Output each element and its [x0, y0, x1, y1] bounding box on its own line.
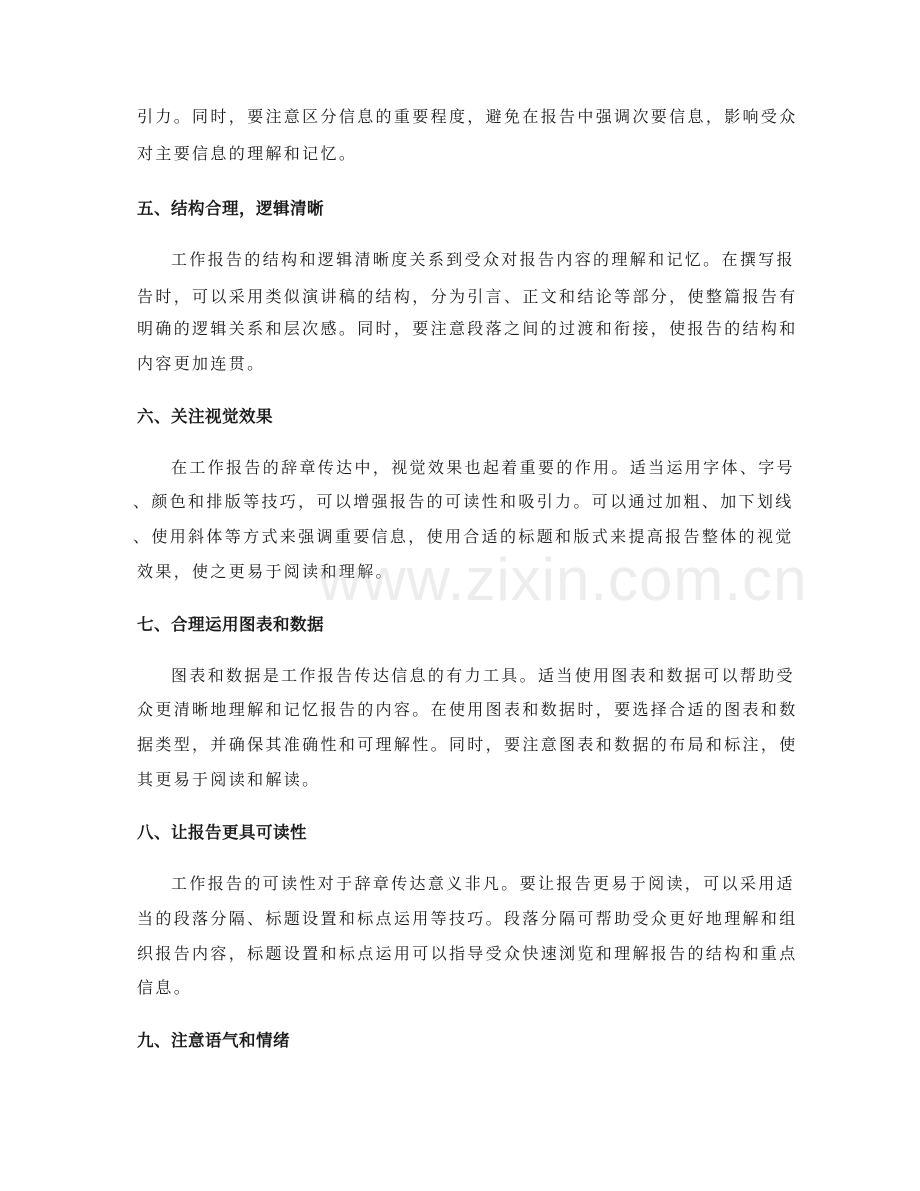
- paragraph-line: 告时，可以采用类似演讲稿的结构，分为引言、正文和结论等部分，使整篇报告有: [137, 287, 798, 306]
- paragraph-line: 效果，使之更易于阅读和理解。: [137, 562, 394, 581]
- watermark: www.zixin.com.cn: [318, 546, 808, 613]
- paragraph-line: 其更易于阅读和解读。: [137, 770, 321, 789]
- paragraph-line: 工作报告的可读性对于辞章传达意义非凡。要让报告更易于阅读，可以采用适: [171, 874, 795, 893]
- paragraph-line: 图表和数据是工作报告传达信息的有力工具。适当使用图表和数据可以帮助受: [171, 666, 795, 685]
- paragraph-line: 众更清晰地理解和记忆报告的内容。在使用图表和数据时，要选择合适的图表和数: [137, 700, 798, 719]
- paragraph-line: 内容更加连贯。: [137, 354, 266, 373]
- paragraph-line: 当的段落分隔、标题设置和标点运用等技巧。段落分隔可帮助受众更好地理解和组: [137, 909, 798, 928]
- paragraph-line: 织报告内容，标题设置和标点运用可以指导受众快速浏览和理解报告的结构和重点: [137, 944, 798, 963]
- section-heading-8: 八、让报告更具可读性: [137, 823, 307, 842]
- section-heading-6: 六、关注视觉效果: [137, 407, 273, 426]
- paragraph-line: 引力。同时，要注意区分信息的重要程度，避免在报告中强调次要信息，影响受众: [137, 107, 798, 126]
- paragraph-line: 明确的逻辑关系和层次感。同时，要注意段落之间的过渡和衔接，使报告的结构和: [137, 319, 798, 338]
- paragraph-line: 对主要信息的理解和记忆。: [137, 144, 358, 163]
- paragraph-line: 工作报告的结构和逻辑清晰度关系到受众对报告内容的理解和记忆。在撰写报: [171, 250, 795, 269]
- section-heading-5: 五、结构合理，逻辑清晰: [137, 199, 324, 218]
- section-heading-7: 七、合理运用图表和数据: [137, 615, 324, 634]
- paragraph-line: 、颜色和排版等技巧，可以增强报告的可读性和吸引力。可以通过加粗、加下划线: [133, 492, 794, 511]
- section-heading-9: 九、注意语气和情绪: [137, 1031, 290, 1050]
- paragraph-line: 在工作报告的辞章传达中，视觉效果也起着重要的作用。适当运用字体、字号: [171, 458, 795, 477]
- paragraph-line: 信息。: [137, 978, 193, 997]
- paragraph-line: 、使用斜体等方式来强调重要信息，使用合适的标题和版式来提高报告整体的视觉: [133, 527, 794, 546]
- paragraph-line: 据类型，并确保其准确性和可理解性。同时，要注意图表和数据的布局和标注，使: [137, 735, 798, 754]
